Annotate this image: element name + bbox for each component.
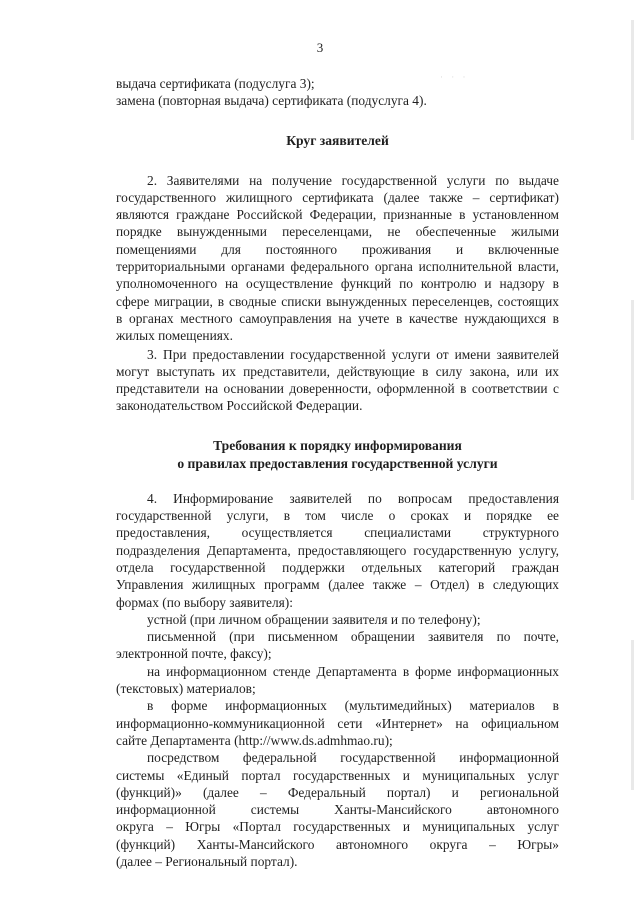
document-body (116, 75, 559, 870)
text-line: порядке вынужденными переселенцами, не обеспеченные жилыми (116, 224, 559, 240)
section-heading-applicants: Круг заявителей (286, 132, 389, 148)
text-line: уполномоченного на осуществление функций по контролю и надзору в (116, 276, 559, 292)
text-line: предоставления, осуществляется специалистами структурного (116, 525, 559, 541)
text-line: государственного жилищного сертификата (далее также – сертификат) (116, 189, 559, 205)
section-heading-informing-requirements-line2: о правилах предоставления государственной услуги (177, 455, 498, 471)
list-item-portals (116, 749, 559, 870)
list-item-subservice-3: выдача сертификата (подуслуга 3); (116, 76, 315, 91)
text-line: системы «Единый портал государственных и муниципальных услуг (116, 767, 559, 783)
paragraph-2 (116, 172, 559, 345)
text-line: (функций)» (далее – Федеральный портал) и региональной (116, 784, 559, 800)
text-line: жилых помещениях. (116, 328, 233, 344)
text-line: 4. Информирование заявителей по вопросам предоставления (147, 490, 559, 506)
text-line: в форме информационных (мультимедийных) материалов в (147, 698, 559, 714)
text-line: подразделения Департамента, предоставляющего государственную услугу, (116, 542, 559, 558)
text-line: информационно-коммуникационной сети «Интернет» на официальном (116, 715, 559, 731)
list-item-oral: устной (при личном обращении заявителя и по телефону); (147, 611, 481, 627)
text-line: письменной (при письменном обращении заявителя по почте, (147, 629, 559, 645)
text-line: в органах местного самоуправления на учете в качестве нуждающихся в (116, 310, 559, 326)
text-line: территориальными органами федерального органа исполнительной власти, (116, 259, 559, 275)
text-line: являются граждане Российской Федерации, признанные в установленном (116, 207, 559, 223)
text-line: помещениями для постоянного проживания и включенные (116, 241, 559, 257)
scan-edge-artifact (631, 300, 634, 500)
text-line: 3. При предоставлении государственной услуги от имени заявителей (147, 346, 559, 362)
text-line: 2. Заявителями на получение государственной услуги по выдаче (147, 172, 559, 188)
text-line: сфере миграции, в сводные списки вынужденных переселенцев, состоящих (116, 293, 559, 309)
list-item-info-stand (116, 663, 559, 698)
text-line: отдела государственной поддержки отдельных категорий граждан (116, 559, 559, 575)
page-number: 3 (316, 40, 324, 55)
text-line: (далее – Региональный портал). (116, 853, 298, 869)
scan-speckle: · · · (440, 72, 469, 82)
list-item-website (116, 697, 559, 749)
scan-edge-artifact (631, 640, 634, 790)
text-line: (функций) Ханты-Мансийского автономного округа – Югры» (116, 836, 559, 852)
section-heading-informing-requirements: Требования к порядку информирования (213, 437, 462, 453)
text-line: информационной системы Ханты-Мансийского автономного (116, 802, 559, 818)
paragraph-4 (116, 490, 559, 611)
text-line: электронной почте, факсу); (116, 646, 272, 662)
scan-edge-artifact (631, 20, 634, 140)
paragraph-3 (116, 346, 559, 415)
list-item-written (116, 628, 559, 663)
text-line: округа – Югры «Портал государственных и муниципальных услуг (116, 819, 559, 835)
text-line: государственной услуги, в том числе о сроках и порядке ее (116, 508, 559, 524)
text-line: законодательством Российской Федерации. (116, 398, 363, 414)
text-line: сайте Департамента (http://www.ds.admhmao.ru); (116, 732, 393, 748)
list-item-subservice-4: замена (повторная выдача) сертификата (подуслуга 4). (116, 93, 427, 109)
text-line: посредством федеральной государственной информационной (147, 750, 559, 766)
text-line: формах (по выбору заявителя): (116, 594, 293, 610)
text-line: могут выступать их представители, действующие в силу закона, или их (116, 363, 559, 379)
text-line: на информационном стенде Департамента в форме информационных (147, 663, 559, 679)
text-line: (текстовых) материалов; (116, 681, 256, 697)
text-line: представители на основании доверенности, оформленной в соответствии с (116, 381, 559, 397)
text-line: Управления жилищных программ (далее также – Отдел) в следующих (116, 577, 559, 593)
